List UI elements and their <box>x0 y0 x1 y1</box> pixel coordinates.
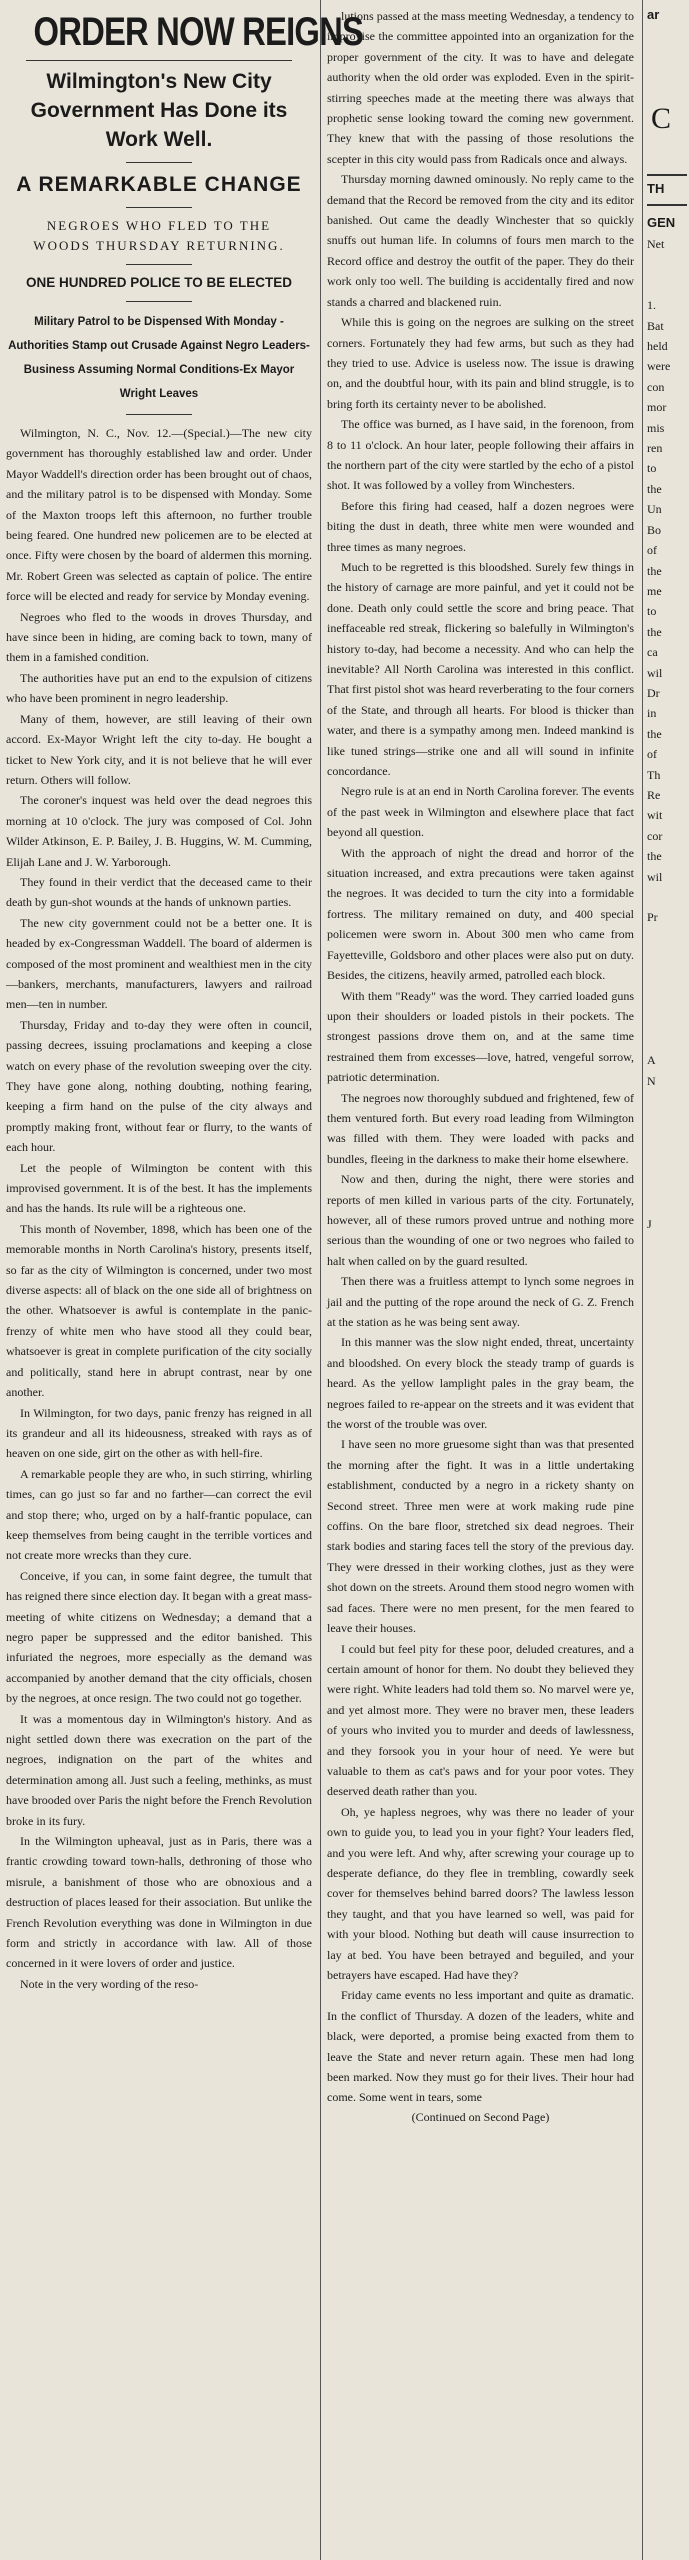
adjacent-column-fragment <box>642 0 689 2560</box>
paragraph: The negroes now thoroughly subdued and frightened, few of them ventured forth. But every road leading from Wilmington was filled with them. They were loaded with packs and bundles, fleeing in the darkness to make their home elsewhere. <box>327 1090 634 1166</box>
edge-word-fragment: con <box>647 379 665 394</box>
edge-word-fragment: Bo <box>647 522 662 537</box>
edge-heading: TH <box>647 181 665 196</box>
edge-word-fragment: Un <box>647 502 662 517</box>
edge-word-fragment: Pr <box>647 910 658 925</box>
paragraph: Thursday morning dawned ominously. No reply came to the demand that the Record be removed from the city and its editor banished. Out came the deadly Winchester that so quickly snuffs out human life. In columns of fours men march to the Record office and destroy the outfit of the paper. They do their work only too well. The building is accidentally fired and now stands a charred and blackened ruin. <box>327 172 634 309</box>
paragraph: lutions passed at the mass meeting Wednesday, a tendency to improvise the committee appointed into an organization for the proper government of the city. It was to have and delegate authority when the old order was exploded. Even in the spirit-stirring speeches made at the meeting there was always that prophetic sense looking toward the coming new government. They knew that with the passing of those resolutions the scepter in this city would pass from Radicals once and always. <box>327 9 634 166</box>
edge-word-fragment: of <box>647 747 657 762</box>
edge-word-fragment: the <box>647 563 662 578</box>
paragraph: With the approach of night the dread and horror of the situation increased, and extra precautions were taken against the negroes. It was decided to turn the city into a formidable fortress. The military remained on duty, and 400 special policemen were sworn in. About 300 men who came from Fayetteville, Goldsboro and other places were also put on duty. Besides, the citizens, heavily armed, patrolled each block. <box>327 845 634 983</box>
edge-word-fragment: A <box>647 1053 656 1068</box>
edge-word-fragment: wit <box>647 808 663 823</box>
paragraph: Note in the very wording of the reso- <box>20 1976 199 1991</box>
edge-word-fragment: were <box>647 359 671 374</box>
paragraph: Oh, ye hapless negroes, why was there no leader of your own to guide you, to lead you in your fight? Your leaders fled, and you were left. And why, after screwing your courage up to desperate defiance, do they flee in trembling, cowardly seek cover for themselves behind barred doors? The lawless lesson they taught, and that you have learned so well, was paid for with your blood. Nothing but death will cause insurrection to lay at bed. You have been betrayed and beguiled, and your betrayers have escaped. Had have they? <box>327 1804 634 1982</box>
edge-word-fragment: wil <box>647 869 663 884</box>
paragraph: Negro rule is at an end in North Carolina forever. The events of the past week in Wilmington and elsewhere place that fact beyond all question. <box>327 784 634 840</box>
divider <box>126 207 192 208</box>
divider <box>126 301 192 302</box>
edge-word-fragment: wil <box>647 665 663 680</box>
paragraph: Negroes who fled to the woods in droves Thursday, and have since been in hiding, are coming back to town, many of them in a famished condition. <box>6 609 312 665</box>
edge-word-fragment <box>647 275 687 295</box>
edge-word-fragment <box>647 1152 687 1172</box>
paragraph: While this is going on the negroes are sulking on the street corners. Fortunately they had few arms, but such as they had they tried to use. Advice is useless now. The issue is drawing on, and the doubtful hour, with its pain and blind struggle, is to bring forth its certainty never to be abolished. <box>327 315 634 411</box>
paragraph: Conceive, if you can, in some faint degree, the tumult that has reigned there since election day. It began with a great mass-meeting of white citizens on Wednesday; a demand that a negro paper be suppressed and the editor banished. This infuriated the negroes, more especially as the demand was accompanied by another demand that the city officials, chosen by the negroes, at once resign. The two could not go together. <box>6 1568 312 1706</box>
edge-word-fragment: held <box>647 339 668 354</box>
deck-subtitle: Wilmington's New City Government Has Done its Work Well. <box>30 70 288 151</box>
paragraph: Now and then, during the night, there were stories and reports of men killed in various parts of the city. Fortunately, however, all of these rumors proved untrue and nothing more serious than the wounding of one or two negroes who failed to halt when called on by the guard resulted. <box>327 1172 634 1268</box>
paragraph: The coroner's inquest was held over the dead negroes this morning at 10 o'clock. The jury was composed of Col. John Wilder Atkinson, E. P. Bailey, J. B. Huggins, W. M. Cumming, Elijah Lane and J. W. Yarborough. <box>6 793 312 869</box>
paragraph: Much to be regretted is this bloodshed. Surely few things in the history of carnage are more painful, and yet it could not be done. Death only could settle the score and bring peace. That ineffaceable red streak, flickering so balefully in Wilmington's history to-day, had become a necessity. And who can help the inevitable? All North Carolina was interested in this conflict. That first pistol shot was heard reverberating to the four corners of the State, and through all hearts. For blood is thicker than water, and there is a sympathy among men. Indeed mankind is like tuned strings—strike one and all will sound in infinite concordance. <box>327 559 634 779</box>
edge-word-fragment: Dr <box>647 685 660 700</box>
paragraph: Then there was a fruitless attempt to lynch some negroes in jail and the putting of the rope around the neck of G. Z. French at the station as he was being sent away. <box>327 1274 634 1329</box>
paragraph: I have seen no more gruesome sight than was that presented the morning after the fight. It was in a little undertaking establishment, conducted by a negro in a rickety shanty on Second street. Three men were at work making rude pine coffins. On the bare floor, stretched six dead negroes. Their stark bodies and staring faces tell the story of the previous day. They were dressed in their working clothes, just as they were shot down on the streets. Around them stood negro women with sad faces. There were no men present, for the men feared to leave their houses. <box>327 1437 634 1636</box>
edge-word-fragment: to <box>647 461 657 476</box>
edge-word-fragment: Bat <box>647 318 664 333</box>
paragraph: Let the people of Wilmington be content with this improvised government. It is of the best. It has the implements and has the hands. Its rule will be a righteous one. <box>6 1160 312 1216</box>
edge-word-fragment <box>647 969 687 989</box>
edge-word-fragment <box>647 1030 687 1050</box>
edge-word-fragment: the <box>647 849 662 864</box>
edge-word-fragment: the <box>647 481 662 496</box>
edge-word-fragment: Net <box>647 237 665 251</box>
paragraph: The office was burned, as I have said, in the forenoon, from 8 to 11 o'clock. An hour later, people following their affairs in the northern part of the city were startled by the echo of a pistol shot. It was followed by a volley from Winchesters. <box>327 417 634 493</box>
divider <box>126 414 192 415</box>
paragraph: In the Wilmington upheaval, just as in Paris, there was a frantic crowding toward town-halls, dethroning of those who misrule, a banishment of those who are obnoxious and a destruction of places leased for their association. But unlike the French Revolution everything was done in Wilmington in due form and strictly in accordance with law. All of those concerned in it were lovers of order and justice. <box>6 1834 312 1971</box>
paragraph: In Wilmington, for two days, panic frenzy has reigned in all its grandeur and all its hideousness, streaked with rays as of heaven on one side, girt on the other as with hell-fire. <box>6 1405 312 1461</box>
edge-word-fragment: Th <box>647 767 661 782</box>
edge-word-fragment <box>647 948 687 968</box>
edge-word-fragment <box>647 887 687 907</box>
edge-word-fragment: mor <box>647 400 667 415</box>
edge-word-fragment <box>647 1009 687 1029</box>
deck-police-elected: ONE HUNDRED POLICE TO BE ELECTED <box>25 275 293 290</box>
paragraph: Wilmington, N. C., Nov. 12.—(Special.)—The new city government has thoroughly established law and order. Under Mayor Waddell's direction order has been brought out of chaos, and the military patrol is to be dispensed with Monday. Some of the Maxton troops left this afternoon, no further trouble being feared. One hundred new policemen are to be elected at once. Fifty were chosen by the board of aldermen this morning. Mr. Robert Green was selected as captain of police. The entire force will be elected and ready for service by Monday evening. <box>6 426 312 604</box>
edge-word-fragment: N <box>647 1073 656 1088</box>
edge-word-fragment <box>647 1173 687 1193</box>
paragraph: The authorities have put an end to the expulsion of citizens who have been prominent in negro leadership. <box>6 670 312 706</box>
deck-section-title: A REMARKABLE CHANGE <box>16 173 302 196</box>
continued-notice: (Continued on Second Page) <box>411 2109 550 2124</box>
edge-word-fragment <box>647 254 687 274</box>
edge-text-fragments <box>647 234 687 1234</box>
edge-word-fragment: ca <box>647 645 658 660</box>
edge-big-letter: C <box>651 102 672 135</box>
edge-word-fragment <box>647 1111 687 1131</box>
edge-subheading: GEN <box>647 215 676 230</box>
edge-word-fragment: mis <box>647 420 665 435</box>
paragraph: With them "Ready" was the word. They carried loaded guns upon their shoulders or loaded pistols in their pockets. The strongest passions drove them on, and at the same time restrained them from excesses—love, hatred, vengeful sorrow, patriotic determination. <box>327 988 634 1085</box>
article-body-part-2 <box>327 6 634 2108</box>
paragraph: In this manner was the slow night ended, threat, uncertainty and bloodshed. On every block the steady tramp of guards is heard. As the yellow lamplight pales in the gray beam, the negroes failed to re-appear on the streets and it was evident that the worst of the trouble was over. <box>327 1335 634 1432</box>
edge-word-fragment: in <box>647 706 657 721</box>
deck-negroes-returning: NEGROES WHO FLED TO THE WOODS THURSDAY RETURNING. <box>33 218 285 253</box>
paragraph: Before this firing had ceased, half a dozen negroes were biting the dust in death, three white men were wounded and three times as many negroes. <box>327 498 634 554</box>
edge-word-fragment: of <box>647 543 657 558</box>
headline: ORDER NOW REIGNS <box>33 10 364 54</box>
paragraph: This month of November, 1898, which has been one of the memorable months in North Carolina's history, presents itself, so far as the city of Wilmington is concerned, under two most diverse aspects: all of black on the one side all of brightness on the other. Whatsoever is awful is contemplate in the panic-frenzy of white men who have stood all they could bear, whatsoever is great in complete purification of the city socially and politically, stand here in abrupt contrast, near by one another. <box>6 1221 312 1400</box>
edge-fragment-top: ar <box>647 7 660 22</box>
edge-word-fragment <box>647 989 687 1009</box>
article-body-part-1 <box>6 423 312 1994</box>
deck-military-patrol: Military Patrol to be Dispensed With Monday - Authorities Stamp out Crusade Against Negro Leaders- Business Assuming Normal Conditions-Ex Mayor Wright Leaves <box>8 316 310 400</box>
edge-word-fragment <box>647 1193 687 1213</box>
edge-word-fragment <box>647 928 687 948</box>
edge-word-fragment: Re <box>647 787 661 802</box>
paragraph: A remarkable people they are who, in such stirring, whirling times, can go just so far and no farther—can correct the evil and stop there; who, urged on by a half-frantic populace, can keep themselves from being caught in the terrible vortices and not create more wrecks than they cure. <box>6 1466 312 1563</box>
edge-word-fragment <box>647 1091 687 1111</box>
paragraph: Thursday, Friday and to-day they were often in council, passing decrees, issuing proclamations and keeping a close watch on every phase of the revolution sweeping over the city. They have gone along, nothing doubting, nothing fearing, keeping a firm hand on the pulse of the city always and promptly making front, without fear or flurry, to the wants of each hour. <box>6 1017 312 1155</box>
paragraph: Friday came events no less important and quite as dramatic. In the conflict of Thursday. A dozen of the leaders, white and black, were deported, a promise being exacted from them to leave the State and never return again. These men had long been marked. Now they must go for their lives. Their hour had come. Some went in tears, some <box>327 1988 634 2105</box>
paragraph: I could but feel pity for these poor, deluded creatures, and a certain amount of honor for them. No doubt they believed they were right. White leaders had told them so. No marvel were ye, and yet almost more. They were no braver men, these leaders of yours who invited you to murder and deeds of lawlessness, and they forsook you in your hour of need. Ye were but valuable to them as cat's paws and for your poor votes. They deserved death rather than you. <box>327 1641 634 1799</box>
edge-word-fragment <box>647 1132 687 1152</box>
divider <box>126 264 192 265</box>
divider <box>26 60 292 61</box>
paragraph: They found in their verdict that the deceased came to their death by gun-shot wounds at the hands of unknown parties. <box>6 874 312 910</box>
edge-word-fragment: ren <box>647 441 663 456</box>
paragraph: Many of them, however, are still leaving of their own accord. Ex-Mayor Wright left the city to-day. He bought a ticket to New York city, and it is not believe that he will ever return. Others will follow. <box>6 711 312 787</box>
edge-word-fragment: cor <box>647 828 663 843</box>
edge-word-fragment: J <box>647 1216 652 1231</box>
edge-word-fragment: 1. <box>647 298 656 313</box>
paragraph: The new city government could not be a better one. It is headed by ex-Congressman Waddell. The board of aldermen is composed of the most prominent and wealthiest men in the city—bankers, merchants, manufacturers, lawyers and railroad men—ten in number. <box>6 915 312 1012</box>
edge-heading-box <box>647 174 687 206</box>
divider <box>126 162 192 163</box>
edge-word-fragment: to <box>647 604 657 619</box>
article-column-2 <box>320 0 640 2560</box>
edge-word-fragment: the <box>647 624 662 639</box>
edge-word-fragment: me <box>647 583 662 598</box>
edge-word-fragment: the <box>647 726 662 741</box>
paragraph: It was a momentous day in Wilmington's history. And as night settled down there was execration on the part of the negroes, indignation on the part of the whites and determination among all. Just such a feeling, methinks, as must have brooded over Paris the night before the French Revolution broke in its fury. <box>6 1711 312 1828</box>
